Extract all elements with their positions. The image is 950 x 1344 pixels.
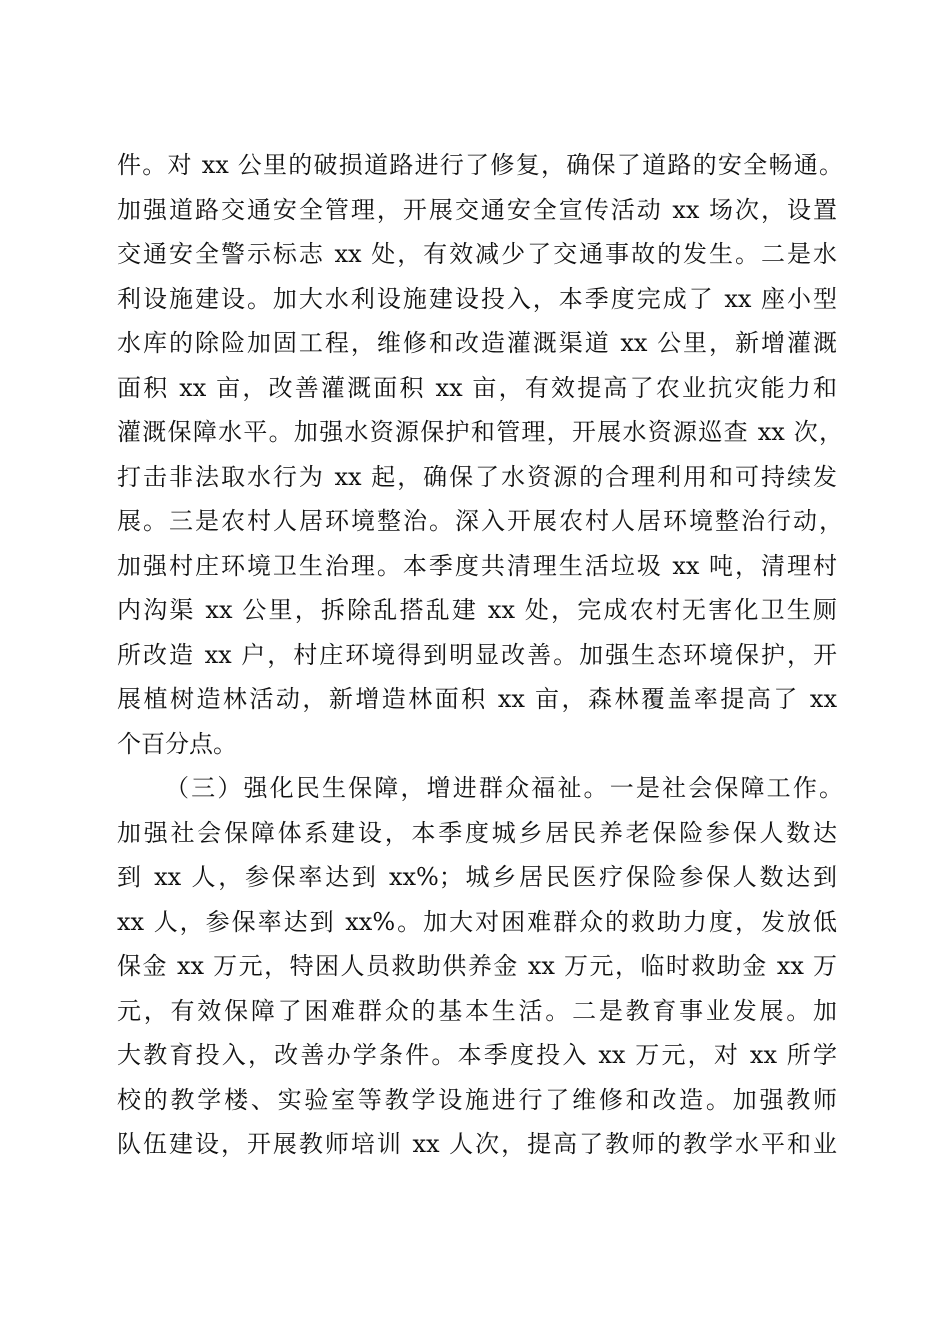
text-line: 加强社会保障体系建设，本季度城乡居民养老保险参保人数达 [117, 818, 837, 847]
text-line: 打击非法取水行为 xx 起，确保了水资源的合理利用和可持续发 [117, 462, 837, 491]
text-line: 灌溉保障水平。加强水资源保护和管理，开展水资源巡查 xx 次， [117, 418, 843, 446]
text-line: 展植树造林活动，新增造林面积 xx 亩，森林覆盖率提高了 xx [117, 685, 837, 713]
text-line: 件。对 xx 公里的破损道路进行了修复，确保了道路的安全畅通。 [117, 151, 843, 179]
text-line: xx 人，参保率达到 xx%。加大对困难群众的救助力度，发放低 [117, 907, 837, 936]
text-line: 所改造 xx 户，村庄环境得到明显改善。加强生态环境保护，开 [117, 640, 837, 669]
text-line: 交通安全警示标志 xx 处，有效减少了交通事故的发生。二是水 [117, 240, 837, 268]
text-line: 校的教学楼、实验室等教学设施进行了维修和改造。加强教师 [117, 1085, 837, 1114]
text-line: 大教育投入，改善办学条件。本季度投入 xx 万元，对 xx 所学 [117, 1041, 837, 1069]
text-line: 面积 xx 亩，改善灌溉面积 xx 亩，有效提高了农业抗灾能力和 [117, 373, 837, 402]
text-line: 到 xx 人，参保率达到 xx%；城乡居民医疗保险参保人数达到 [117, 863, 837, 891]
text-line: 保金 xx 万元，特困人员救助供养金 xx 万元，临时救助金 xx 万 [117, 952, 837, 980]
text-line: 内沟渠 xx 公里，拆除乱搭乱建 xx 处，完成农村无害化卫生厕 [117, 596, 837, 624]
text-line: 加强村庄环境卫生治理。本季度共清理生活垃圾 xx 吨，清理村 [117, 551, 837, 580]
text-line: 展。三是农村人居环境整治。深入开展农村人居环境整治行动， [117, 507, 843, 535]
text-line: 水库的除险加固工程，维修和改造灌溉渠道 xx 公里，新增灌溉 [117, 329, 837, 357]
text-line: 队伍建设，开展教师培训 xx 人次，提高了教师的教学水平和业 [117, 1130, 837, 1158]
text-line: 元，有效保障了困难群众的基本生活。二是教育事业发展。加 [117, 996, 837, 1025]
document-body [117, 143, 843, 1167]
section-heading-line: （三）强化民生保障，增进群众福祉。一是社会保障工作。 [165, 774, 843, 802]
text-line: 加强道路交通安全管理，开展交通安全宣传活动 xx 场次，设置 [117, 195, 837, 224]
text-line: 个百分点。 [117, 729, 237, 758]
text-line: 利设施建设。加大水利设施建设投入，本季度完成了 xx 座小型 [117, 284, 837, 313]
